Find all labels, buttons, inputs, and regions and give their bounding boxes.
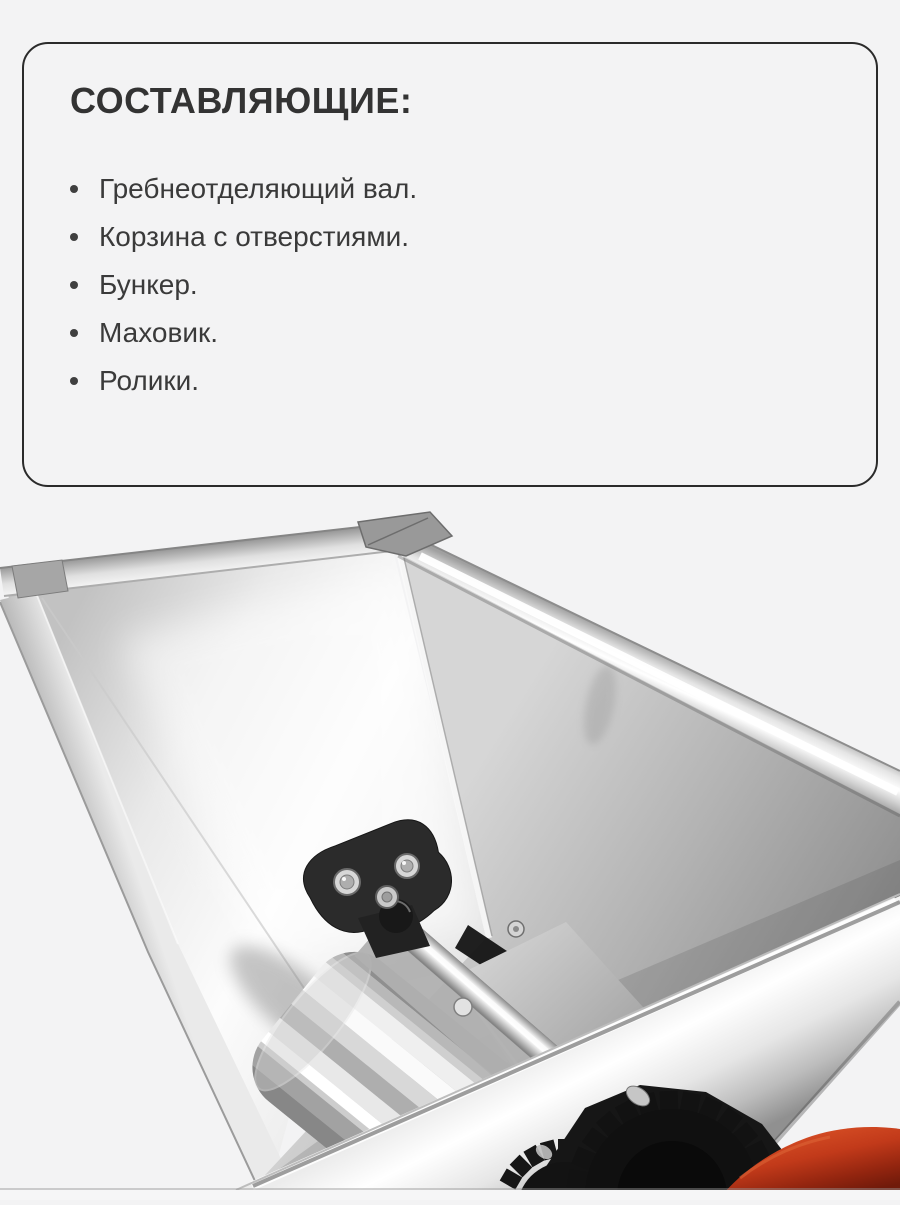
shaft-bolt [454,998,472,1016]
card-title: СОСТАВЛЯЮЩИЕ: [70,80,413,121]
component-item [24,172,876,220]
hopper-photo-svg [0,500,900,1200]
component-item [24,364,876,412]
component-item-label: Гребнеотделяющий вал. [99,173,418,204]
bullet-icon [70,233,78,241]
components-card [22,42,878,487]
photo-bottom-strip [0,1190,900,1200]
photo-bottom-line [0,1188,900,1190]
product-photo [0,500,900,1200]
component-item-label: Бункер. [99,269,198,300]
wall-bolt [508,921,524,937]
bullet-icon [70,377,78,385]
component-item-label: Маховик. [99,317,219,348]
bearing-bolt [334,869,360,895]
bullet-icon [70,329,78,337]
bullet-icon [70,185,78,193]
bullet-icon [70,281,78,289]
bearing-bolt [395,854,419,878]
bearing-bolt [376,886,398,908]
component-item [24,220,876,268]
component-item-label: Корзина с отверстиями. [99,221,409,252]
component-item [24,268,876,316]
component-item-label: Ролики. [99,365,200,396]
rim-corner-bracket-left [12,560,68,598]
components-list [24,172,876,412]
component-item [24,316,876,364]
